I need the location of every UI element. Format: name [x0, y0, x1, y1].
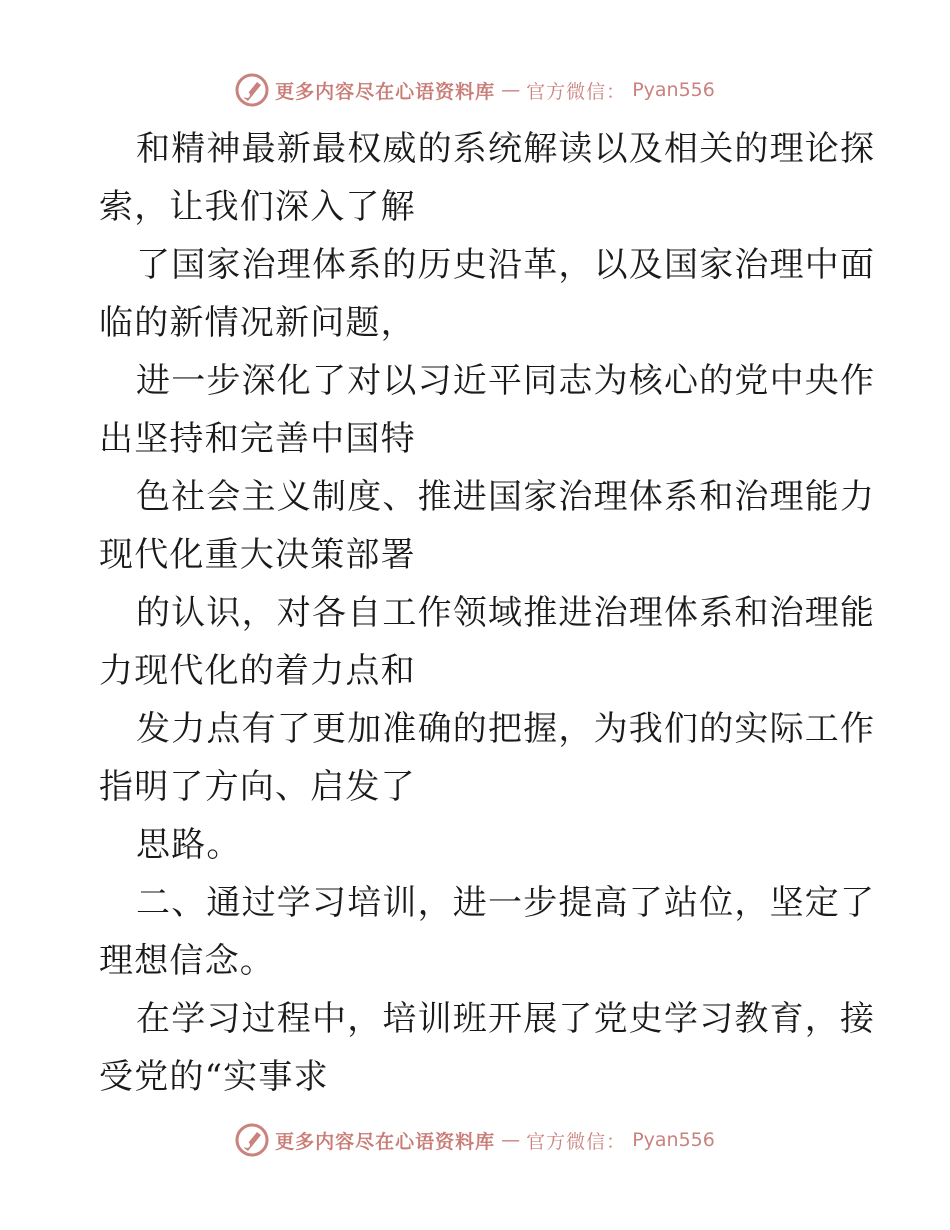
text-line: 在学习过程中，培训班开展了党史学习教育，接: [136, 999, 876, 1039]
watermark-wechat-id: Pyan556: [632, 1129, 715, 1151]
section-heading-line: 二、通过学习培训，进一步提高了站位，坚定了: [136, 883, 876, 923]
text-line: 出坚持和完善中国特: [99, 419, 416, 459]
pen-logo-icon: [235, 1123, 269, 1157]
watermark-main-text: 更多内容尽在心语资料库: [275, 1130, 496, 1153]
text-line: 进一步深化了对以习近平同志为核心的党中央作: [136, 361, 876, 401]
watermark-separator: —: [501, 79, 521, 101]
text-line: 色社会主义制度、推进国家治理体系和治理能力: [136, 477, 876, 517]
watermark-wechat-label: 官方微信：: [526, 80, 627, 103]
watermark-main-text: 更多内容尽在心语资料库: [275, 80, 496, 103]
text-line: 指明了方向、启发了: [99, 767, 416, 807]
footer-watermark: [0, 1120, 950, 1160]
pen-logo-icon: [235, 73, 269, 107]
watermark-wechat-id: Pyan556: [632, 79, 715, 101]
watermark-separator: —: [501, 1129, 521, 1151]
text-line: 和精神最新最权威的系统解读以及相关的理论探: [136, 129, 876, 169]
text-line: 了国家治理体系的历史沿革，以及国家治理中面: [136, 245, 876, 285]
document-body: [99, 120, 876, 1106]
text-line: 理想信念。: [99, 941, 275, 981]
text-line: 索，让我们深入了解: [99, 187, 416, 227]
text-line: 发力点有了更加准确的把握，为我们的实际工作: [136, 709, 876, 749]
watermark-wechat-label: 官方微信：: [526, 1130, 627, 1153]
text-line: 力现代化的着力点和: [99, 651, 416, 691]
header-watermark: [0, 70, 950, 110]
text-line: 受党的“实事求: [99, 1057, 329, 1097]
text-line: 临的新情况新问题，: [99, 303, 416, 343]
text-line: 的认识，对各自工作领域推进治理体系和治理能: [136, 593, 876, 633]
text-line: 思路。: [136, 825, 242, 865]
text-line: 现代化重大决策部署: [99, 535, 416, 575]
